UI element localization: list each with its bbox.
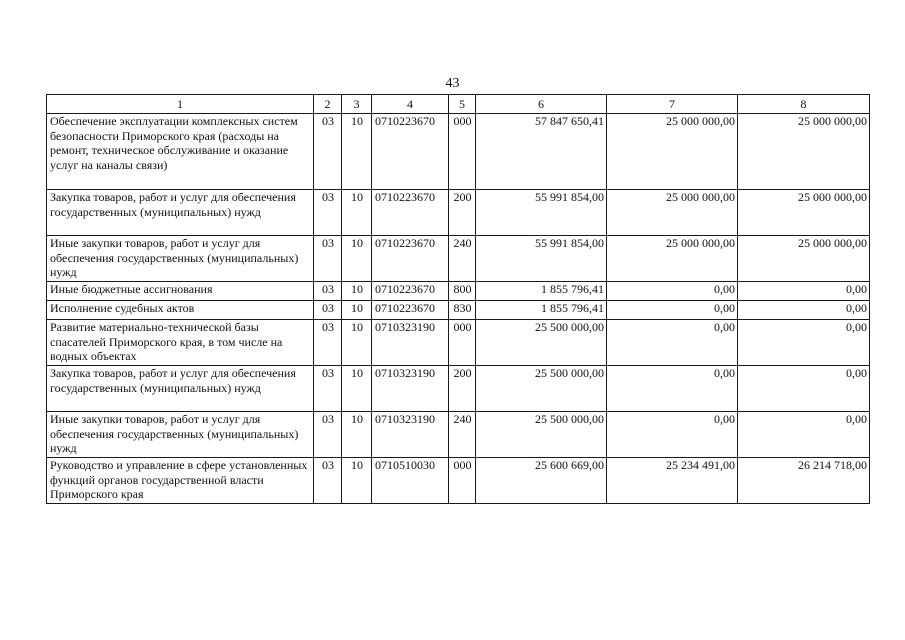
row-name-cell: Иные бюджетные ассигнования xyxy=(47,282,314,301)
row-section-cell: 03 xyxy=(314,282,342,301)
row-section-cell: 03 xyxy=(314,301,342,320)
row-section-cell: 03 xyxy=(314,366,342,412)
column-header: 7 xyxy=(607,95,738,114)
row-section-cell: 03 xyxy=(314,190,342,236)
row-name-cell: Закупка товаров, работ и услуг для обеспечения государственных (муниципальных) нужд xyxy=(47,190,314,236)
table-header-row xyxy=(47,95,870,114)
row-amount-col7-cell: 25 000 000,00 xyxy=(607,114,738,190)
row-target-article-cell: 0710223670 xyxy=(372,236,449,282)
page-number-text: 43 xyxy=(445,76,460,91)
row-subsection-cell: 10 xyxy=(342,236,372,282)
row-amount-col8-cell: 0,00 xyxy=(738,301,870,320)
row-expense-type-cell: 830 xyxy=(449,301,476,320)
row-amount-col6-cell: 55 991 854,00 xyxy=(476,190,607,236)
row-amount-col6-cell: 25 500 000,00 xyxy=(476,366,607,412)
row-amount-col8-cell: 0,00 xyxy=(738,366,870,412)
row-section-cell: 03 xyxy=(314,458,342,504)
row-amount-col6-cell: 57 847 650,41 xyxy=(476,114,607,190)
row-amount-col8-cell: 0,00 xyxy=(738,320,870,366)
row-amount-col6-cell: 25 500 000,00 xyxy=(476,320,607,366)
row-amount-col6-cell: 1 855 796,41 xyxy=(476,282,607,301)
row-subsection-cell: 10 xyxy=(342,301,372,320)
table-row xyxy=(47,114,870,190)
row-expense-type-cell: 200 xyxy=(449,366,476,412)
row-amount-col7-cell: 25 000 000,00 xyxy=(607,236,738,282)
row-amount-col7-cell: 25 234 491,00 xyxy=(607,458,738,504)
row-amount-col8-cell: 0,00 xyxy=(738,282,870,301)
row-expense-type-cell: 240 xyxy=(449,412,476,458)
table-row xyxy=(47,190,870,236)
row-name-cell: Иные закупки товаров, работ и услуг для обеспечения государственных (муниципальных) нужд xyxy=(47,236,314,282)
row-amount-col7-cell: 25 000 000,00 xyxy=(607,190,738,236)
row-amount-col6-cell: 55 991 854,00 xyxy=(476,236,607,282)
row-amount-col7-cell: 0,00 xyxy=(607,320,738,366)
column-header: 6 xyxy=(476,95,607,114)
row-target-article-cell: 0710323190 xyxy=(372,320,449,366)
row-subsection-cell: 10 xyxy=(342,366,372,412)
row-name-cell: Руководство и управление в сфере установленных функций органов государственной власти Приморского края xyxy=(47,458,314,504)
row-expense-type-cell: 000 xyxy=(449,458,476,504)
page-number xyxy=(0,76,905,92)
row-expense-type-cell: 000 xyxy=(449,114,476,190)
row-expense-type-cell: 240 xyxy=(449,236,476,282)
row-amount-col7-cell: 0,00 xyxy=(607,366,738,412)
row-amount-col8-cell: 25 000 000,00 xyxy=(738,114,870,190)
table-row xyxy=(47,282,870,301)
row-target-article-cell: 0710223670 xyxy=(372,190,449,236)
row-amount-col8-cell: 26 214 718,00 xyxy=(738,458,870,504)
row-section-cell: 03 xyxy=(314,320,342,366)
column-header: 3 xyxy=(342,95,372,114)
row-subsection-cell: 10 xyxy=(342,458,372,504)
row-target-article-cell: 0710323190 xyxy=(372,412,449,458)
row-amount-col6-cell: 1 855 796,41 xyxy=(476,301,607,320)
table-row xyxy=(47,458,870,504)
row-subsection-cell: 10 xyxy=(342,114,372,190)
row-amount-col6-cell: 25 500 000,00 xyxy=(476,412,607,458)
row-name-cell: Иные закупки товаров, работ и услуг для обеспечения государственных (муниципальных) нужд xyxy=(47,412,314,458)
row-amount-col7-cell: 0,00 xyxy=(607,301,738,320)
table-row xyxy=(47,366,870,412)
row-name-cell: Обеспечение эксплуатации комплексных систем безопасности Приморского края (расходы на ремонт, техническое обслуживание и оказание услуг на каналы связи) xyxy=(47,114,314,190)
column-header: 5 xyxy=(449,95,476,114)
row-subsection-cell: 10 xyxy=(342,282,372,301)
row-name-cell: Исполнение судебных актов xyxy=(47,301,314,320)
column-header: 2 xyxy=(314,95,342,114)
row-subsection-cell: 10 xyxy=(342,190,372,236)
row-amount-col8-cell: 0,00 xyxy=(738,412,870,458)
row-amount-col8-cell: 25 000 000,00 xyxy=(738,236,870,282)
row-section-cell: 03 xyxy=(314,236,342,282)
column-header: 1 xyxy=(47,95,314,114)
table-row xyxy=(47,301,870,320)
row-target-article-cell: 0710323190 xyxy=(372,366,449,412)
row-target-article-cell: 0710223670 xyxy=(372,114,449,190)
row-section-cell: 03 xyxy=(314,412,342,458)
row-target-article-cell: 0710510030 xyxy=(372,458,449,504)
row-target-article-cell: 0710223670 xyxy=(372,282,449,301)
row-name-cell: Закупка товаров, работ и услуг для обеспечения государственных (муниципальных) нужд xyxy=(47,366,314,412)
row-amount-col7-cell: 0,00 xyxy=(607,412,738,458)
table-row xyxy=(47,412,870,458)
budget-table xyxy=(46,94,870,504)
row-expense-type-cell: 800 xyxy=(449,282,476,301)
row-subsection-cell: 10 xyxy=(342,412,372,458)
row-target-article-cell: 0710223670 xyxy=(372,301,449,320)
row-expense-type-cell: 000 xyxy=(449,320,476,366)
row-amount-col6-cell: 25 600 669,00 xyxy=(476,458,607,504)
column-header: 4 xyxy=(372,95,449,114)
row-amount-col7-cell: 0,00 xyxy=(607,282,738,301)
row-amount-col8-cell: 25 000 000,00 xyxy=(738,190,870,236)
column-header: 8 xyxy=(738,95,870,114)
row-expense-type-cell: 200 xyxy=(449,190,476,236)
row-section-cell: 03 xyxy=(314,114,342,190)
table-row xyxy=(47,320,870,366)
row-subsection-cell: 10 xyxy=(342,320,372,366)
table-row xyxy=(47,236,870,282)
row-name-cell: Развитие материально-технической базы спасателей Приморского края, в том числе на водных объектах xyxy=(47,320,314,366)
